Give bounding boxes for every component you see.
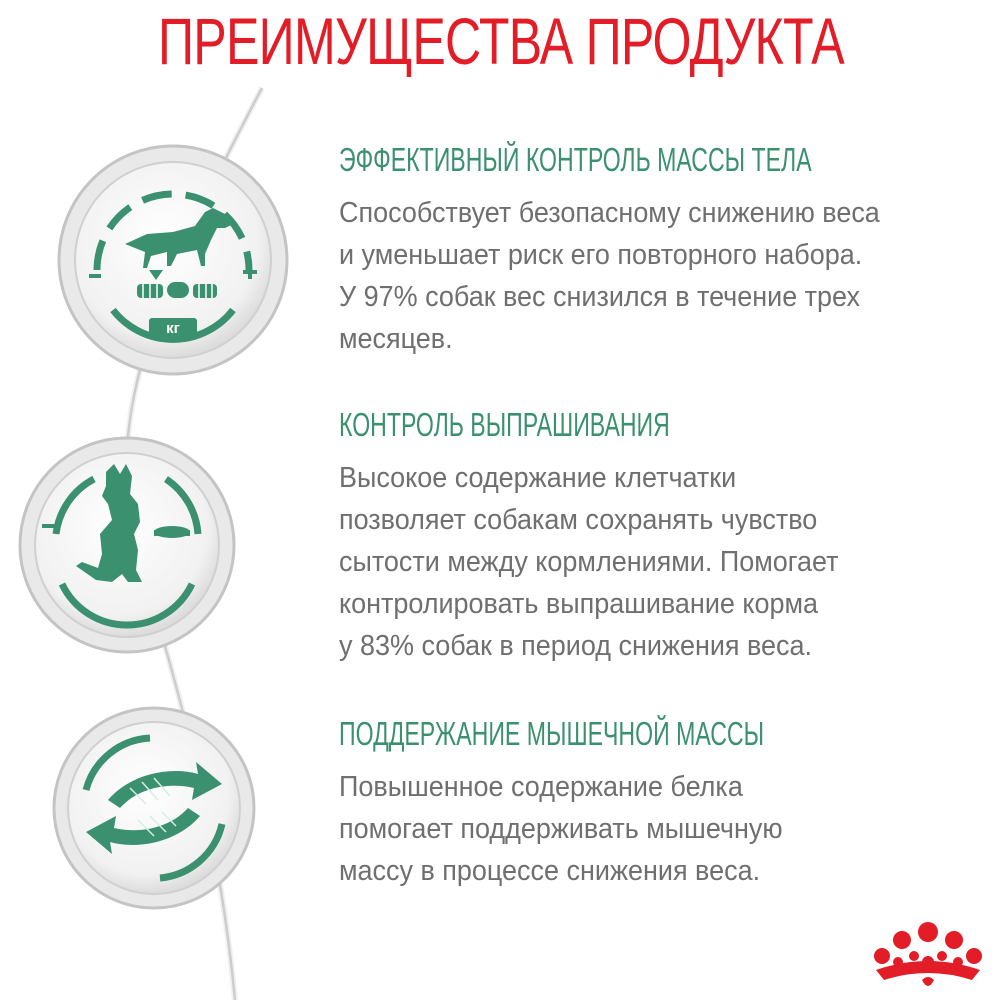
muscle-arrows-icon xyxy=(50,704,258,912)
dog-weight-control-icon xyxy=(55,142,291,378)
benefit-heading: ПОДДЕРЖАНИЕ МЫШЕЧНОЙ МАССЫ xyxy=(339,715,765,752)
begging-dog-icon xyxy=(16,434,238,656)
benefit-heading: КОНТРОЛЬ ВЫПРАШИВАНИЯ xyxy=(339,406,670,443)
royal-canin-crown-logo xyxy=(868,918,988,994)
benefit-body: Повышенное содержание белка помогает поддерживать мышечную массу в процессе снижения веса. xyxy=(339,771,783,887)
benefit-body: Высокое содержание клетчатки позволяет собакам сохранять чувство сытости между кормлениями. Помогает контролировать выпрашивание корма у 83% собак в период снижения веса. xyxy=(339,462,839,662)
page-title: ПРЕИМУЩЕСТВА ПРОДУКТА xyxy=(157,4,844,78)
kg-label: кг xyxy=(166,320,180,337)
benefit-body: Способствует безопасному снижению веса и уменьшает риск его повторного набора. У 97% собак вес снизился в течение трех месяцев. xyxy=(339,197,880,355)
benefit-heading: ЭФФЕКТИВНЫЙ КОНТРОЛЬ МАССЫ ТЕЛА xyxy=(339,141,812,178)
benefit-muscle-mass xyxy=(339,714,994,892)
benefit-begging-control xyxy=(339,405,994,667)
benefit-weight-control xyxy=(339,140,994,360)
